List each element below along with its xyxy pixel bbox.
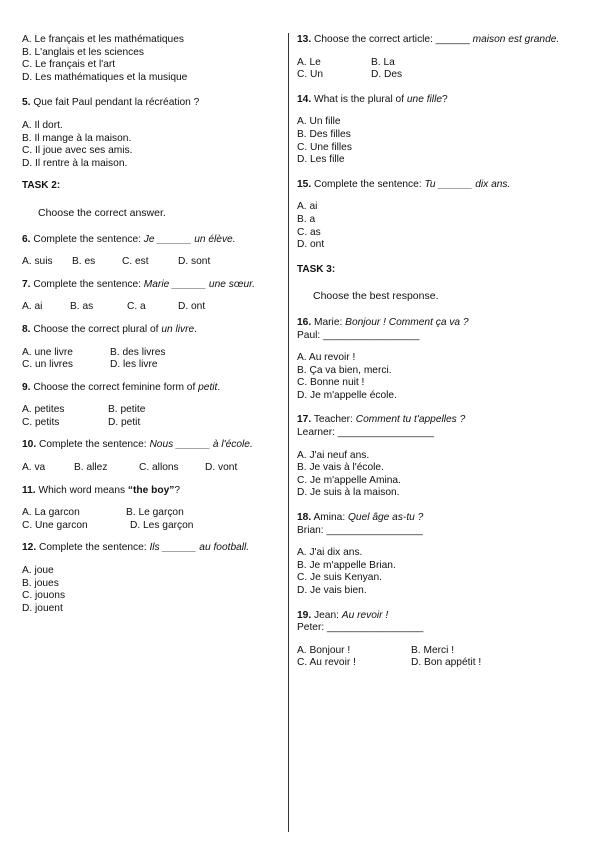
option: C. Au revoir !: [297, 657, 356, 669]
question-term: une fille: [406, 93, 443, 105]
question-sentence: maison est grande.: [472, 34, 560, 45]
q5-options: [22, 120, 280, 170]
option: C. est: [122, 256, 149, 268]
option: D. vont: [205, 462, 238, 474]
option: A. ai: [22, 301, 43, 313]
question-5: [22, 97, 280, 110]
option: B. allez: [74, 462, 108, 474]
option: B. Merci !: [411, 644, 455, 656]
q18-options: [297, 547, 565, 597]
option: D. sont: [178, 256, 211, 268]
q6-options: [22, 256, 280, 269]
question-number: 8.: [22, 323, 31, 335]
question-text: Marie:: [314, 316, 346, 328]
question-19: [297, 610, 565, 623]
q11-options-row-1: [22, 507, 280, 520]
q9-options-row-1: [22, 404, 280, 417]
option: C. Bonne nuit !: [297, 377, 365, 389]
question-tail: .: [217, 381, 221, 393]
question-text: Which word means: [38, 484, 128, 496]
option: B. petite: [108, 404, 146, 416]
question-text: Complete the sentence:: [33, 278, 144, 290]
question-16: [297, 317, 565, 330]
option: C. un livres: [22, 359, 73, 371]
option: B. as: [70, 301, 94, 313]
question-term: petit: [198, 381, 218, 393]
q13-options-row-1: [297, 57, 565, 70]
question-9: [22, 382, 280, 395]
question-17: [297, 414, 565, 427]
question-8: [22, 324, 280, 337]
option: A. une livre: [22, 346, 73, 358]
question-text: Complete the sentence:: [33, 233, 144, 245]
q12-options: [22, 565, 280, 615]
option: C. a: [127, 301, 146, 313]
question-text: Choose the correct article: ______: [314, 34, 473, 45]
option: A. suis: [22, 256, 53, 268]
option: A. petites: [22, 404, 65, 416]
question-tail: ?: [442, 93, 448, 105]
option: A. La garcon: [22, 507, 80, 519]
q15-options: [297, 201, 565, 251]
option: B. joues: [22, 577, 59, 589]
option: C. Le français et l'art: [22, 59, 116, 71]
q9-options-row-2: [22, 417, 280, 430]
question-12: [22, 542, 280, 555]
question-number: 16.: [297, 316, 312, 328]
q14-options: [297, 116, 565, 166]
option: D. petit: [108, 416, 141, 428]
option: D. jouent: [22, 602, 63, 614]
option: D. ont: [178, 301, 206, 313]
option: C. Il joue avec ses amis.: [22, 145, 133, 157]
question-text: Que fait Paul pendant la récréation ?: [33, 97, 200, 109]
question-number: 17.: [297, 414, 312, 426]
option: D. Les garçon: [130, 519, 194, 531]
question-term: un livre: [161, 323, 195, 335]
option: D. Bon appétit !: [411, 657, 482, 669]
option: C. Je m'appelle Amina.: [297, 474, 401, 486]
right-column: [297, 34, 565, 670]
question-14: [297, 94, 565, 107]
question-15: [297, 179, 565, 192]
question-sentence: Ils ______ au football.: [149, 542, 250, 554]
option: A. J'ai dix ans.: [297, 547, 363, 559]
option: B. a: [297, 213, 316, 225]
option: D. Il rentre à la maison.: [22, 157, 128, 169]
question-text: What is the plural of: [314, 93, 407, 105]
q11-options-row-2: [22, 520, 280, 533]
question-sentence: Quel âge as-tu ?: [348, 512, 424, 524]
question-number: 6.: [22, 233, 31, 245]
q4-options: [22, 34, 280, 84]
question-text: Complete the sentence:: [39, 439, 150, 451]
option: C. Un: [297, 69, 324, 81]
option: B. es: [72, 256, 96, 268]
option: C. Je suis Kenyan.: [297, 572, 382, 584]
option: A. va: [22, 462, 46, 474]
option: A. Le français et les mathématiques: [22, 34, 184, 45]
task-2-instruction: Choose the correct answer.: [38, 206, 166, 219]
option: A. joue: [22, 565, 54, 577]
option: D. Les fille: [297, 154, 345, 166]
option: B. Je m'appelle Brian.: [297, 559, 396, 571]
option: B. Des filles: [297, 128, 351, 140]
q10-options: [22, 462, 280, 475]
question-number: 11.: [22, 484, 36, 496]
question-sentence: Au revoir !: [341, 609, 389, 621]
question-tail: ?: [174, 484, 181, 496]
option: D. Je m'appelle école.: [297, 389, 397, 401]
question-10: [22, 439, 280, 452]
question-sentence: Tu ______ dix ans.: [424, 178, 511, 190]
q19-options-row-2: [297, 657, 565, 670]
question-sentence: Comment tu t'appelles ?: [355, 414, 466, 426]
option: B. La: [371, 56, 395, 68]
left-column: [22, 34, 280, 615]
question-text: Complete the sentence:: [39, 542, 150, 554]
option: C. Une garcon: [22, 519, 88, 531]
option: B. L'anglais et les sciences: [22, 46, 144, 58]
question-number: 19.: [297, 609, 312, 621]
question-term: “the boy”: [127, 484, 175, 496]
question-11: [22, 485, 280, 498]
q8-options-row-1: [22, 347, 280, 360]
question-text: Teacher:: [313, 414, 356, 426]
question-tail: .: [194, 323, 198, 335]
question-number: 12.: [22, 542, 37, 554]
q13-options-row-2: [297, 69, 565, 82]
question-text: Choose the correct plural of: [33, 323, 162, 335]
question-sentence: Marie ______ une sœur.: [143, 278, 255, 290]
question-number: 18.: [297, 512, 312, 524]
option: A. Bonjour !: [297, 644, 351, 656]
question-sentence: Bonjour ! Comment ça va ?: [345, 316, 469, 328]
option: B. Ça va bien, merci.: [297, 364, 392, 376]
column-divider: [288, 33, 289, 832]
q7-options: [22, 301, 280, 314]
q17-options: [297, 450, 565, 500]
option: D. Je suis à la maison.: [297, 487, 400, 499]
option: D. Des: [371, 69, 403, 81]
option: A. J'ai neuf ans.: [297, 449, 370, 461]
option: C. as: [297, 226, 321, 238]
option: B. Le garçon: [126, 507, 184, 519]
question-7: [22, 279, 280, 292]
option: A. Il dort.: [22, 119, 63, 131]
question-number: 5.: [22, 97, 31, 109]
task-2-title: TASK 2:: [22, 180, 61, 192]
option: D. les livre: [110, 359, 158, 371]
answer-blank: Learner: _________________: [297, 427, 435, 439]
question-text: Complete the sentence:: [314, 178, 425, 190]
option: B. des livres: [110, 346, 166, 358]
question-sentence: Je ______ un élève.: [143, 233, 236, 245]
option: C. allons: [139, 462, 179, 474]
question-text: Choose the correct feminine form of: [33, 381, 199, 393]
question-number: 7.: [22, 278, 31, 290]
q19-options-row-1: [297, 645, 565, 658]
question-sentence: Nous ______ à l'école.: [149, 439, 253, 451]
option: D. Je vais bien.: [297, 585, 367, 596]
task-3-title: TASK 3:: [297, 263, 336, 275]
question-13: [297, 34, 565, 47]
task-3-instruction: Choose the best response.: [313, 290, 439, 303]
option: C. petits: [22, 416, 60, 428]
question-6: [22, 234, 280, 247]
option: D. ont: [297, 239, 325, 251]
question-number: 14.: [297, 93, 312, 105]
option: A. Le: [297, 56, 321, 68]
question-18: [297, 512, 565, 525]
question-text: Jean:: [314, 609, 342, 621]
option: B. Je vais à l'école.: [297, 462, 384, 474]
q16-options: [297, 352, 565, 402]
option: D. Les mathématiques et la musique: [22, 71, 188, 83]
option: A. Un fille: [297, 116, 341, 128]
option: A. ai: [297, 201, 318, 213]
question-number: 10.: [22, 439, 37, 451]
question-text: Amina:: [313, 512, 348, 524]
answer-blank: Paul: _________________: [297, 329, 420, 341]
option: C. Une filles: [297, 141, 352, 153]
question-number: 15.: [297, 178, 312, 190]
answer-blank: Peter: _________________: [297, 622, 424, 634]
option: B. Il mange à la maison.: [22, 132, 132, 144]
option: C. jouons: [22, 590, 66, 602]
q8-options-row-2: [22, 359, 280, 372]
question-number: 9.: [22, 381, 31, 393]
option: A. Au revoir !: [297, 352, 356, 364]
answer-blank: Brian: _________________: [297, 524, 423, 536]
question-number: 13.: [297, 34, 312, 45]
